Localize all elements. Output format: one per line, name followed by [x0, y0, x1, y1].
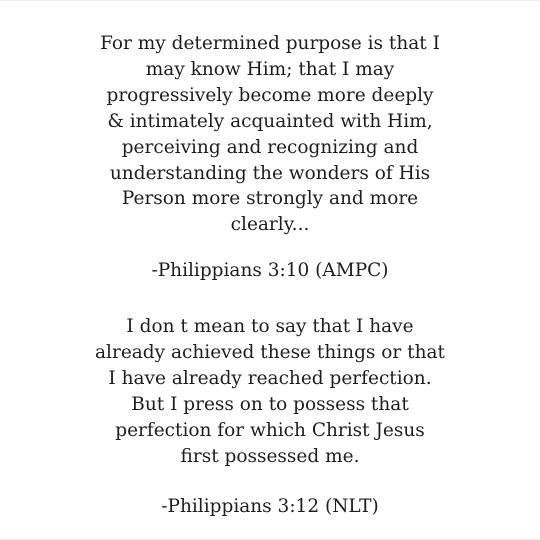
- passage-line: first possessed me.: [180, 445, 360, 467]
- passage-line: may know Him; that I may: [145, 58, 395, 80]
- scripture-citation-2: -Philippians 3:12 (NLT): [161, 496, 379, 517]
- passage-line: For my determined purpose is that I: [100, 33, 440, 54]
- passage-line: understanding the wonders of His: [109, 162, 431, 184]
- scripture-citation-1: -Philippians 3:10 (AMPC): [151, 260, 389, 281]
- passage-line: clearly...: [230, 214, 310, 236]
- scripture-passage-1: [0, 31, 540, 238]
- passage-line: I don t mean to say that I have: [126, 316, 414, 337]
- passage-line: perceiving and recognizing and: [121, 136, 419, 158]
- passage-line: But I press on to possess that: [131, 393, 409, 415]
- passage-line: perfection for which Christ Jesus: [115, 419, 425, 441]
- passage-line: already achieved these things or that: [95, 341, 445, 363]
- passage-line: progressively become more deeply: [106, 84, 434, 106]
- passage-line: & intimately acquainted with Him,: [107, 110, 433, 132]
- passage-line: Person more strongly and more: [121, 188, 419, 210]
- scripture-passage-2: [0, 314, 540, 469]
- passage-line: I have already reached perfection.: [108, 367, 432, 389]
